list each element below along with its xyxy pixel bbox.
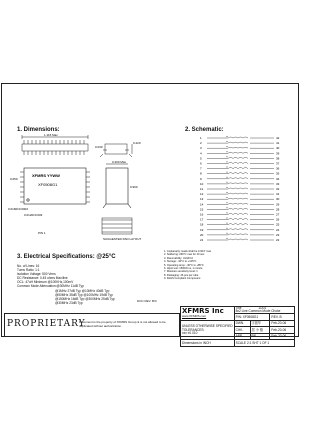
schematic-pin-left: 14 [200, 202, 204, 207]
left-pitch-label: 0.050 [10, 177, 18, 181]
schematic-coil [228, 214, 248, 215]
pn-label: P/N: [235, 314, 242, 319]
schematic-pin-left: 10 [200, 181, 204, 186]
proprietary-label: PROPRIETARY [7, 319, 86, 329]
schematic-pin-right: 34 [276, 176, 280, 181]
spec-line: Common Mode Attenuation:@30MHz 11dB Typ [17, 284, 84, 289]
title-value: 11/01 [258, 306, 267, 310]
schematic-pin-left: 13 [200, 197, 204, 202]
note: 6. Hipot test: 1500Vrms, 1 minute [164, 267, 203, 271]
schematic-polarity-dot [227, 228, 228, 229]
schematic-polarity-dot [227, 192, 228, 193]
schematic-coil [228, 188, 248, 189]
schematic-pin-right: 27 [276, 212, 280, 217]
end-view [100, 144, 132, 157]
top-view [22, 135, 88, 155]
schematic-polarity-dot [227, 167, 228, 168]
schematic-polarity-dot [227, 197, 228, 198]
dimensions-note: Dimensions in INCH [181, 340, 235, 347]
seating-label: 0.0120±0.003 [24, 213, 43, 217]
schematic-pin-right: 37 [276, 161, 280, 166]
pin1-label: PIN 1 [38, 231, 46, 235]
marking-part: XF0508G1 [38, 182, 58, 187]
pn-value: XF0508G1 [242, 314, 259, 319]
schematic-pin-left: 9 [200, 176, 202, 181]
schematic-pin-right: 36 [276, 166, 280, 171]
schematic-pin-left: 18 [200, 222, 204, 227]
schematic-polarity-dot [227, 172, 228, 173]
schematic-pin-right: 33 [276, 181, 280, 186]
schematic-pin-left: 15 [200, 207, 204, 212]
schematic-pin-right: 42 [276, 136, 280, 140]
schematic-pin-right: 39 [276, 151, 280, 156]
electrical-title: 3. Electrical Specifications: @25°C [17, 254, 116, 260]
schematic-pin-right: 30 [276, 197, 280, 202]
schematic-pin-right: 31 [276, 192, 280, 197]
tolerance-value: xxx ±0.010 [182, 330, 198, 335]
tolerances-label: TOLERANCES: [182, 327, 205, 332]
schematic-pin-right: 28 [276, 207, 280, 212]
side-view [103, 164, 131, 208]
electrical-specs [17, 264, 115, 305]
schematic-pin-left: 11 [200, 187, 204, 191]
schematic-coil [228, 183, 248, 184]
schematic-pin-right: 24 [276, 227, 280, 232]
schematic-pin-left: 19 [200, 227, 204, 232]
scale-sheet: SCALE 2:1 SHT 1 OF 1 [234, 340, 294, 347]
schematic-coil [228, 219, 248, 220]
side-width-label: 0.200 Max [112, 160, 127, 164]
dimension-drawing [2, 84, 182, 254]
note: 4. Storage: -40°C to +125°C [164, 260, 197, 264]
schematic-polarity-dot [227, 141, 228, 142]
proprietary-box [4, 313, 180, 337]
schematic-pin-left: 17 [200, 217, 204, 222]
spec-line: OCL: 47uH Minimum @100KHz,100mV [17, 280, 74, 285]
schematic-pin-left: 20 [200, 232, 204, 237]
drwn-label: DWN. [234, 320, 250, 327]
schematic-pin-left: 12 [200, 192, 204, 197]
schematic-polarity-dot [227, 182, 228, 183]
schematic-coil [228, 142, 248, 143]
schematic-pin-left: 5 [200, 156, 202, 161]
schematic-pin-right: 38 [276, 156, 280, 161]
schematic-polarity-dot [227, 146, 228, 147]
schematic-coil [228, 157, 248, 158]
schematic-polarity-dot [227, 161, 228, 162]
schematic-polarity-dot [227, 136, 228, 137]
app-name: BR [250, 333, 270, 340]
schematic-coil [228, 178, 248, 179]
schematic [198, 134, 288, 246]
proprietary-text: Document is the property of XFMRS Group & is not allowed to be duplicated without authorization. [79, 320, 166, 328]
schematic-pin-right: 26 [276, 217, 280, 222]
app-label: APP. [234, 333, 250, 340]
schematic-pin-right: 32 [276, 187, 280, 191]
schematic-coil [228, 203, 248, 204]
note: 5. Operating temp: -40°C to +85°C [164, 263, 204, 267]
drwn-name: 宇振华 [250, 320, 270, 327]
schematic-pin-left: 2 [200, 141, 202, 146]
spec-line: @150MHz 16dB Typ @300MHz 25dB Typ [55, 296, 115, 301]
schematic-polarity-dot [227, 202, 228, 203]
website: www.XFMRS.com [182, 314, 207, 319]
drawing-sheet [1, 83, 299, 345]
lead-label: 0.0160±0.0002 [8, 207, 28, 211]
spec-line: Isolation Voltage: 500 Vrms [17, 272, 56, 277]
notes [164, 250, 211, 281]
schematic-pin-left: 21 [200, 238, 204, 242]
schematic-pin-left: 7 [200, 166, 202, 171]
pad-layout [102, 218, 132, 234]
drwn-date: Feb-20-06 [270, 320, 295, 327]
end-pitch-label: 0.030 [95, 145, 103, 149]
note: 3. Flammability: UL94V-0 [164, 256, 193, 260]
schematic-polarity-dot [227, 223, 228, 224]
schematic-coil [228, 173, 248, 174]
spec-line: @30MHz 23dB Typ [55, 300, 83, 305]
schematic-pin-right: 40 [276, 146, 280, 151]
note: 2. Soldering: 260°C max for 10 sec [164, 253, 205, 257]
top-width-label: 1.115 Max [44, 133, 58, 137]
schematic-coil [228, 152, 248, 153]
pad-layout-label: SUGGESTED PAD LAYOUT [103, 237, 142, 241]
title-label: Title [235, 306, 242, 310]
tolerance-header: UNLESS OTHERWISE SPECIFIED [182, 324, 233, 329]
schematic-coil [228, 234, 248, 235]
schematic-coil [228, 147, 248, 148]
dimensions-title: 1. Dimensions: [17, 127, 60, 133]
note: 7. Moisture sensitivity level: 1 [164, 270, 198, 274]
schematic-coil [228, 137, 248, 138]
schematic-coil [228, 193, 248, 194]
spec-line: DC Resistance: 0.45 ohms Max/line [17, 276, 68, 281]
schematic-polarity-dot [227, 218, 228, 219]
schematic-pin-right: 23 [276, 232, 280, 237]
schematic-pin-right: 29 [276, 202, 280, 207]
schematic-polarity-dot [227, 207, 228, 208]
spec-line: @50MHz 35dB Typ @100MHz 19dB Typ [55, 292, 113, 297]
schematic-coil [228, 229, 248, 230]
schematic-pin-right: 41 [276, 141, 280, 146]
schematic-pin-right: 25 [276, 222, 280, 227]
spec-line: No. of Lines: 16 [17, 264, 40, 268]
body-height-label: 0.900 [130, 185, 138, 189]
spec-line: @1MHz 27dB Typ @10MHz 40dB Typ [55, 288, 110, 293]
chk-name: 居 小 刚 [250, 327, 270, 334]
schematic-pin-left: 4 [200, 151, 202, 156]
doc-rev: DOC REV. B/3 [137, 299, 157, 303]
note: 1. Coplanarity: leads shall be 0.004" max [164, 250, 212, 253]
rev-label: REV. B [270, 314, 295, 321]
spec-line: Turns Ratio: 1:1 [17, 268, 40, 273]
schematic-coil [228, 224, 248, 225]
schematic-title: 2. Schematic: [185, 127, 224, 133]
schematic-coil [228, 163, 248, 164]
schematic-coil [228, 198, 248, 199]
title-block [180, 306, 295, 347]
schematic-polarity-dot [227, 233, 228, 234]
schematic-polarity-dot [227, 187, 228, 188]
end-height-label: 0.220 [133, 141, 141, 145]
schematic-polarity-dot [227, 177, 228, 178]
schematic-coil [228, 208, 248, 209]
schematic-pin-left: 3 [200, 146, 202, 151]
schematic-pin-left: 8 [200, 171, 202, 176]
company-name: XFMRS Inc [182, 307, 224, 316]
schematic-polarity-dot [227, 156, 228, 157]
schematic-polarity-dot [227, 212, 228, 213]
schematic-pin-left: 16 [200, 212, 204, 217]
chk-date: Feb-20-06 [270, 327, 295, 334]
note: 9. RoHS Compliant Component [164, 277, 201, 281]
schematic-coil [228, 168, 248, 169]
marking-brand: XFMRS YYWW [32, 173, 60, 178]
schematic-pin-left: 1 [200, 136, 202, 140]
note: 8. Packaging: 26 pcs per tube [164, 273, 199, 277]
schematic-coil [228, 239, 248, 240]
schematic-pin-right: 35 [276, 171, 280, 176]
schematic-polarity-dot [227, 238, 228, 239]
app-date: Feb-20-06 [270, 333, 295, 340]
chk-label: CHK. [234, 327, 250, 334]
schematic-polarity-dot [227, 151, 228, 152]
schematic-pin-right: 22 [276, 238, 280, 242]
schematic-pin-left: 6 [200, 161, 202, 166]
subtitle: 8x2 Line Common Mode Choke [235, 309, 281, 314]
